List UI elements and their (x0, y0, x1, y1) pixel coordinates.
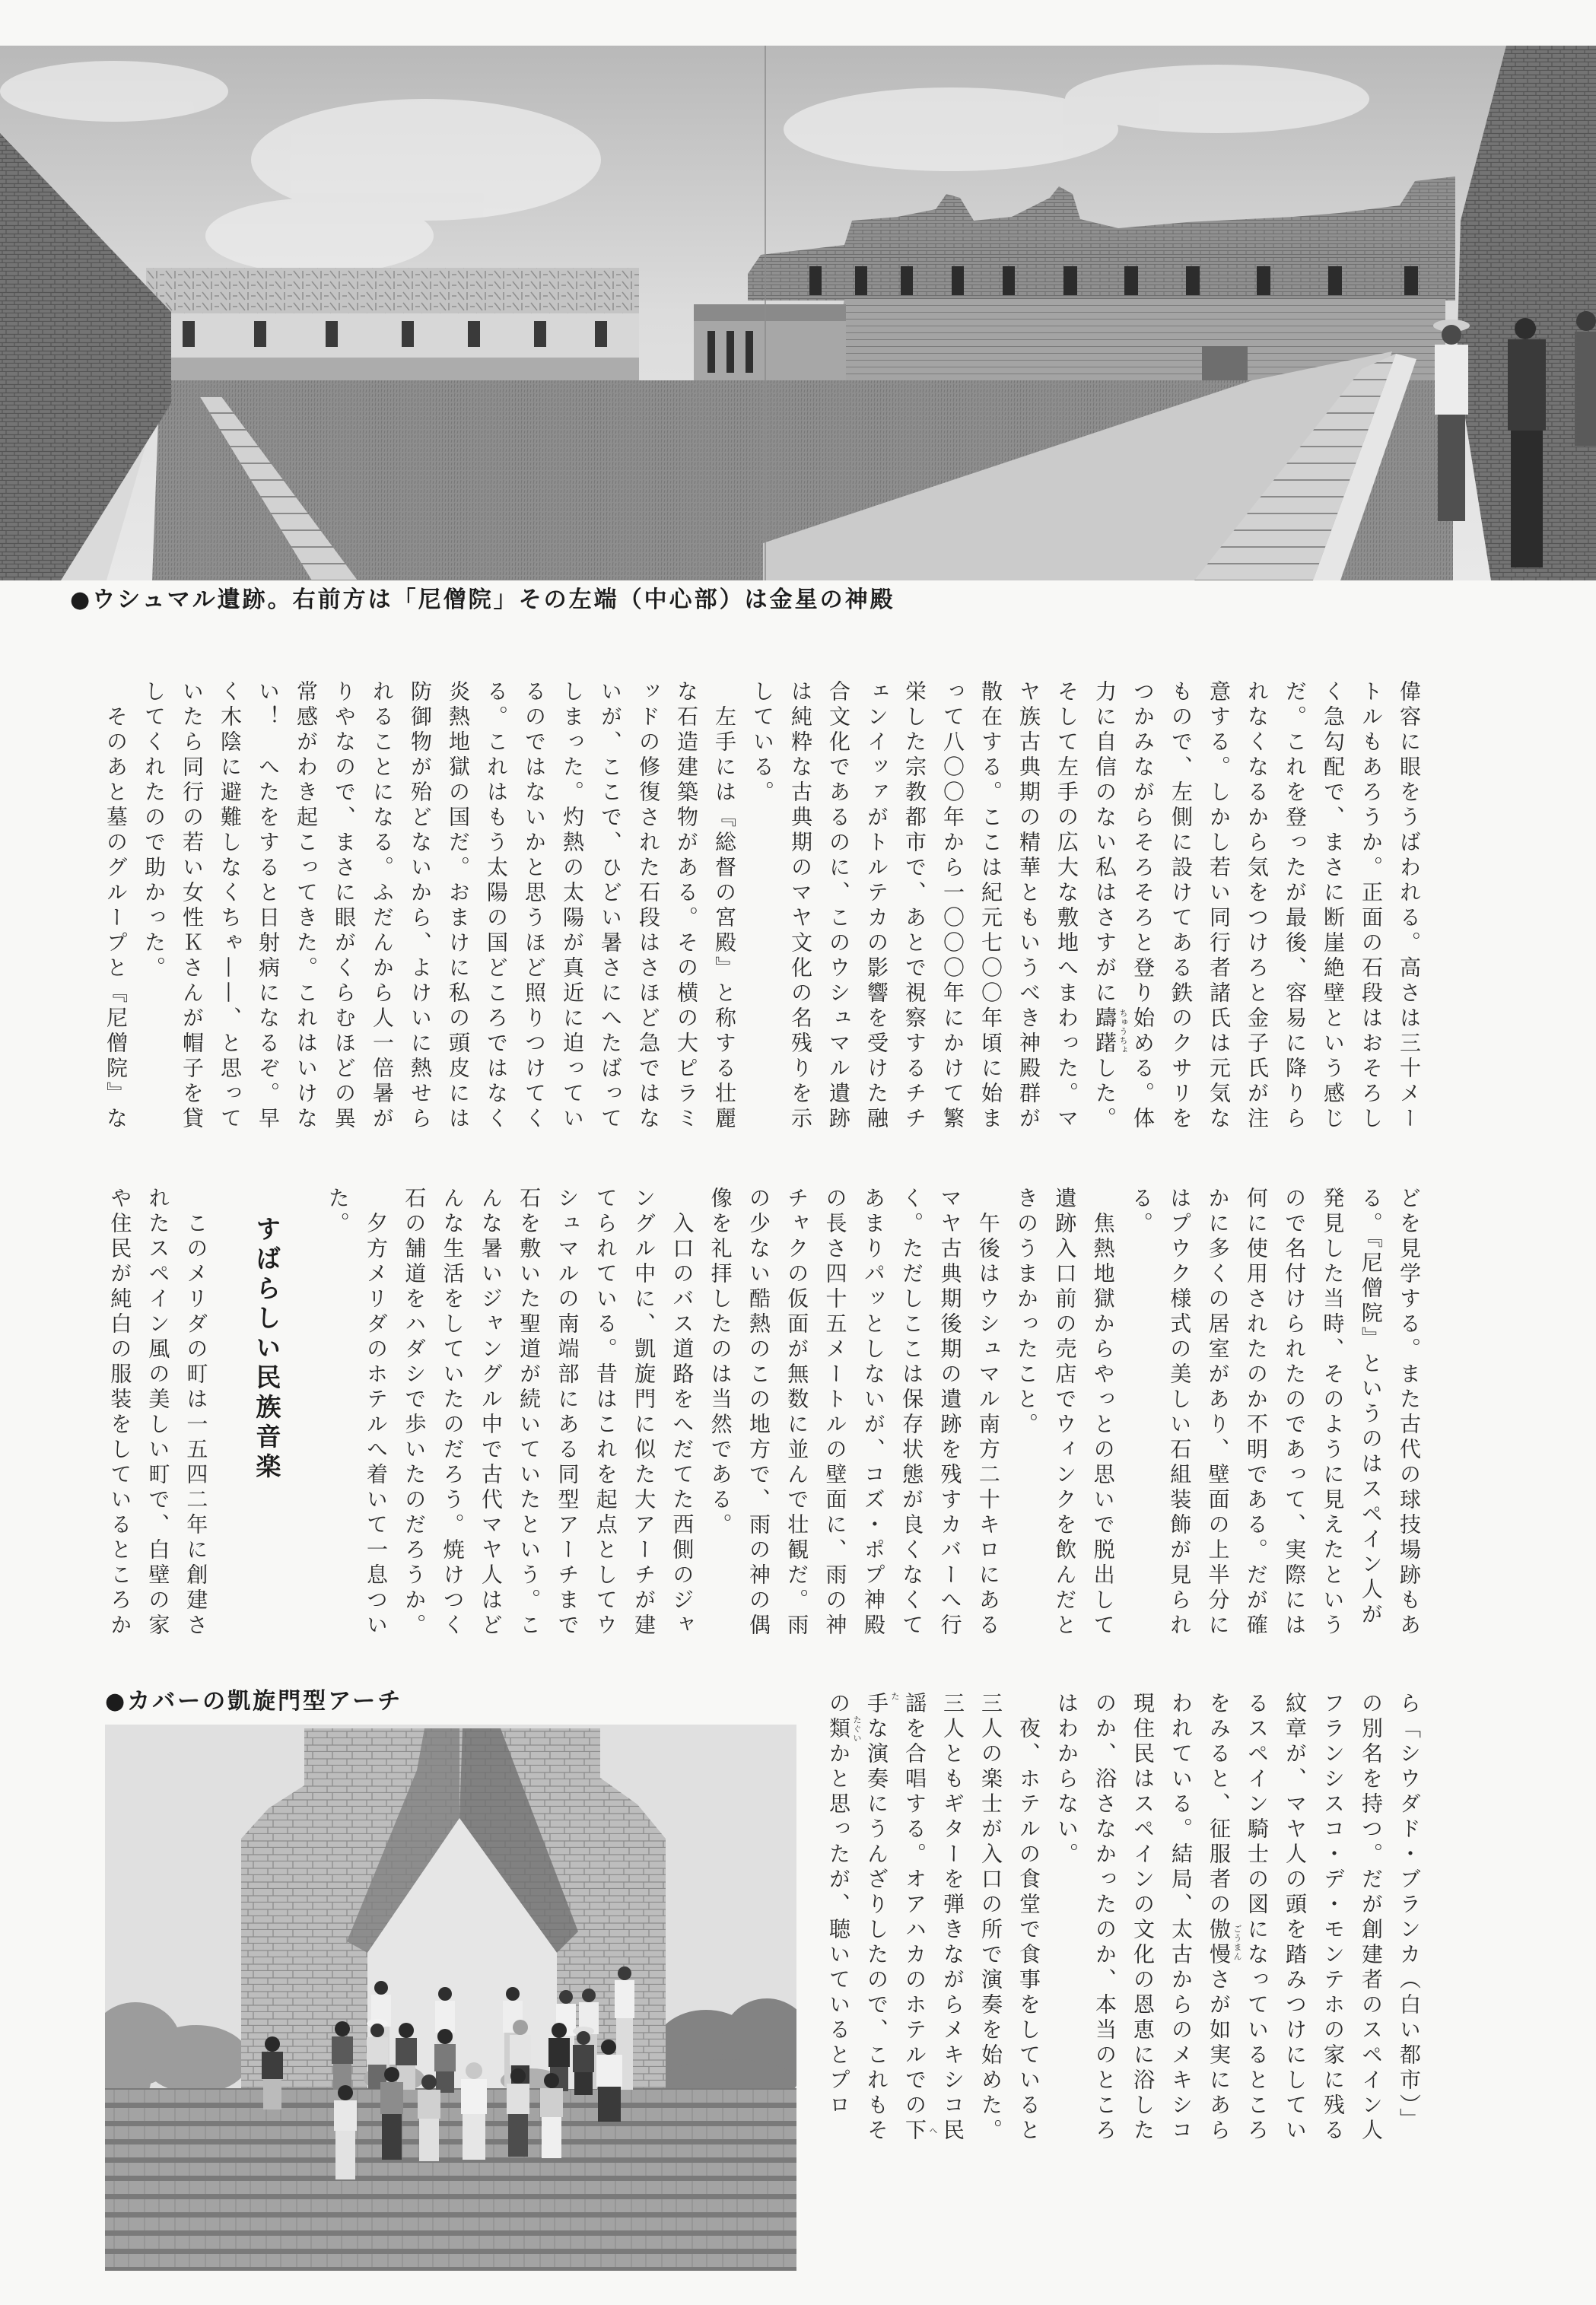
text-column: な石造建築物がある。その横の大ピラミ (674, 680, 699, 1132)
text-column (895, 1692, 938, 2148)
text-column: って八〇〇年から一〇〇〇年にかけて繁 (940, 680, 965, 1132)
text-column: れたスペイン風の美しい町で、白壁の家 (145, 1187, 171, 1639)
ruby-word (1207, 1918, 1242, 1968)
text-column: どを見学する。また古代の球技場跡もあ (1397, 1187, 1422, 1639)
text-column: あまりパッとしないが、コズ・ポプ神殿 (860, 1187, 886, 1639)
text-column: た。 (325, 1187, 351, 1237)
text-column: 左手には『総督の宮殿』と称する壮麗 (712, 680, 737, 1132)
text-segment: さが如実にあら (1207, 1968, 1232, 2144)
text-column: 焦熱地獄からやっとの思いで脱出して (1090, 1187, 1116, 1639)
text-column: れなくなるから気をつけろと金子氏が注 (1245, 680, 1270, 1132)
person-dark-clothes (1508, 318, 1546, 568)
text-column: 合文化であるのに、このウシュマル遺跡 (826, 680, 851, 1132)
text-column: の長さ四十五メートルの壁面に、雨の神 (822, 1187, 848, 1639)
text-column: れることになる。ふだんから人一倍暑が (370, 680, 395, 1132)
text-segment: な演奏にうんざりしたので、これもそ (864, 1717, 889, 2144)
text-column: てられている。昔はこれを起点としてウ (593, 1187, 618, 1639)
text-column: 炎熱地獄の国だ。おまけに私の頭皮には (446, 680, 471, 1132)
text-column: マヤ古典期後期の遺跡を残すカバーへ行 (937, 1187, 963, 1639)
text-column: 夕方メリダのホテルへ着いて一息つい (363, 1187, 389, 1639)
article-text-lower (819, 1692, 1428, 2148)
text-column: シュマルの南端部にある同型アーチまで (555, 1187, 580, 1639)
text-column: はプウク様式の美しい石組装飾が見られ (1167, 1187, 1193, 1639)
text-column: 発見した当時、そのように見えたという (1320, 1187, 1346, 1639)
text-column: 三人の楽士が入口の所で演奏を始めた。 (978, 1692, 1003, 2144)
text-column: 入口のバス道路をへだてた西側のジャ (669, 1187, 695, 1639)
text-column: の少ない酷熱のこの地方で、雨の神の偶 (746, 1187, 771, 1639)
text-column: しまった。灼熱の太陽が真近に迫ってい (560, 680, 585, 1132)
text-column: ので名付けられたのであって、実際には (1282, 1187, 1308, 1639)
text-column (819, 1692, 862, 2148)
text-column: のか、浴さなかったのか、本当のところ (1092, 1692, 1118, 2144)
text-column: 意する。しかし若い同行者諸氏は元気な (1207, 680, 1232, 1132)
text-column: 像を礼拝したのは当然である。 (707, 1187, 733, 1538)
ruby-base: 躊躇 (1092, 1006, 1118, 1057)
furigana: ごうまん (1232, 1925, 1242, 1961)
text-column: してくれたので助かった。 (141, 680, 167, 981)
photo-uxmal-nunnery-quadrangle (0, 46, 1596, 580)
text-column: 夜、ホテルの食堂で食事をしていると (1016, 1692, 1041, 2144)
text-column: 常感がわき起こってきた。これはいけな (294, 680, 319, 1132)
ruby-word (902, 2119, 938, 2144)
ruby-word (826, 1715, 862, 1743)
text-column: している。 (750, 680, 775, 806)
text-column: く。ただしここは保存状態が良くなくて (899, 1187, 925, 1639)
furigana: た (890, 1692, 900, 1701)
text-column: る。『尼僧院』というのはスペイン人が (1358, 1187, 1384, 1628)
text-column: つかみながらそろそろと登り始める。体 (1130, 680, 1156, 1132)
governors-palace-building (146, 268, 639, 384)
person-white-shirt (1433, 320, 1470, 521)
ruby-base: 類 (826, 1717, 851, 1742)
furigana: へ (928, 2126, 938, 2135)
text-segment: の (826, 1692, 851, 1717)
photo-caption-kabah-arch: ●カバーの凱旋門型アーチ (105, 1688, 403, 1715)
article-text-upper (97, 680, 1428, 1137)
text-column: 石を敷いた聖道が続いていたという。こ (517, 1187, 542, 1639)
ruby-word (864, 1692, 900, 1717)
text-column: りやなので、まさに眼がくらむほどの異 (332, 680, 357, 1132)
text-column: トルもあろうか。正面の石段はおそろし (1359, 680, 1384, 1132)
text-column (1200, 1692, 1242, 2148)
text-column: 三人ともギターを弾きながらメキシコ民 (940, 1692, 965, 2144)
text-column: 遺跡入口前の売店でウィンクを飲んだと (1052, 1187, 1078, 1639)
text-column: 石の舗道をハダシで歩いたのだろうか。 (402, 1187, 428, 1639)
text-column: や住民が純白の服装をしているところか (107, 1187, 133, 1639)
text-column: 紋章が、マヤ人の頭を踏みつけにしてい (1283, 1692, 1308, 2144)
ruby-word (1092, 1006, 1128, 1057)
text-column: このメリダの町は一五四二年に創建さ (183, 1187, 209, 1639)
text-column: 栄した宗教都市で、あとで視察するチチ (902, 680, 927, 1132)
section-heading: すばらしい民族音楽 (252, 1216, 282, 1483)
text-column: く木陰に避難しなくちゃ——、と思って (218, 680, 243, 1132)
text-column: ッドの修復された石段はさほど急ではな (636, 680, 661, 1132)
text-column: いたら同行の若い女性Ｋさんが帽子を貸 (180, 680, 205, 1132)
text-column: 何に使用されたのか不明である。だが確 (1243, 1187, 1269, 1639)
text-column: だ。これを登ったが最後、容易に降りら (1283, 680, 1308, 1132)
ruby-base: 手 (864, 1692, 889, 1717)
text-column: んな暑いジャングル中で古代マヤ人はど (478, 1187, 504, 1639)
text-column: チャクの仮面が無数に並んで壮観だ。雨 (784, 1187, 810, 1639)
furigana: たぐい (852, 1715, 862, 1743)
text-column: い！ へたをすると日射病になるぞ。早 (256, 680, 281, 1132)
text-segment: した。 (1092, 1057, 1118, 1132)
text-column (1086, 680, 1128, 1137)
text-column: 偉容に眼をうばわれる。高さは三十メー (1397, 680, 1422, 1132)
text-column: る。 (1128, 1187, 1154, 1237)
furigana: ちゅうちょ (1118, 1009, 1128, 1054)
text-column: 午後はウシュマル南方二十キロにある (975, 1187, 1001, 1639)
text-column: ングル中に、凱旋門に似た大アーチが建 (631, 1187, 657, 1639)
text-column: んな生活をしていたのだろう。焼けつく (440, 1187, 466, 1639)
text-column: きのうまかったこと。 (1014, 1187, 1040, 1438)
text-segment: 謡を合唱する。オアハカのホテルでの (902, 1692, 927, 2119)
text-column: はわからない。 (1054, 1692, 1079, 1868)
text-column: ら「シウダド・ブランカ（白い都市）」 (1397, 1692, 1422, 2133)
article-text-middle (100, 1187, 1428, 1643)
text-column: ェンイッァがトルテカの影響を受けた融 (864, 680, 889, 1132)
text-column (857, 1692, 900, 2148)
text-column: るのではないかと思うほど照りつけてく (522, 680, 547, 1132)
text-column: かに多くの居室があり、壁面の上半分に (1205, 1187, 1231, 1639)
photo-kabah-arch (105, 1725, 796, 2271)
text-segment: をみると、征服者の (1207, 1692, 1232, 1918)
text-column: く急勾配で、まさに断崖絶壁という感じ (1321, 680, 1346, 1132)
text-column: もので、左側に設けてある鉄のクサリを (1168, 680, 1194, 1132)
text-column: われている。結局、太古からのメキシコ (1168, 1692, 1194, 2144)
text-segment: 力に自信のない私はさすがに (1092, 680, 1118, 1006)
text-segment: かと思ったが、聴いているとプロ (826, 1742, 851, 2119)
text-column: 防御物が殆どないから、よけいに熱せら (408, 680, 433, 1132)
text-column: は純粋な古典期のマヤ文化の名残りを示 (788, 680, 813, 1132)
section-body (100, 1187, 215, 1643)
text-column: そして左手の広大な敷地へまわった。マ (1054, 680, 1079, 1132)
text-column: そのあと墓のグループと『尼僧院』な (103, 680, 129, 1132)
text-column: る。これはもう太陽の国どころではなく (484, 680, 509, 1132)
text-column: 散在する。ここは紀元七〇〇年頃に始ま (978, 680, 1003, 1132)
text-column: るスペイン騎士の図になっているところ (1245, 1692, 1270, 2144)
ruby-base: 下 (902, 2119, 927, 2144)
text-column: いが、ここで、ひどい暑さにへたばって (598, 680, 623, 1132)
text-column: 現住民はスペインの文化の恩恵に浴した (1130, 1692, 1156, 2144)
text-column: フランシスコ・デ・モンテホの家に残る (1321, 1692, 1346, 2144)
stone-steps (105, 2088, 796, 2271)
text-column: ヤ族古典期の精華ともいうべき神殿群が (1016, 680, 1041, 1132)
photo-caption-uxmal: ●ウシュマル遺跡。右前方は「尼僧院」その左端（中心部）は金星の神殿 (70, 587, 895, 613)
ruby-base: 傲慢 (1207, 1918, 1232, 1968)
text-column: の別名を持つ。だが創建者のスペイン人 (1359, 1692, 1384, 2144)
